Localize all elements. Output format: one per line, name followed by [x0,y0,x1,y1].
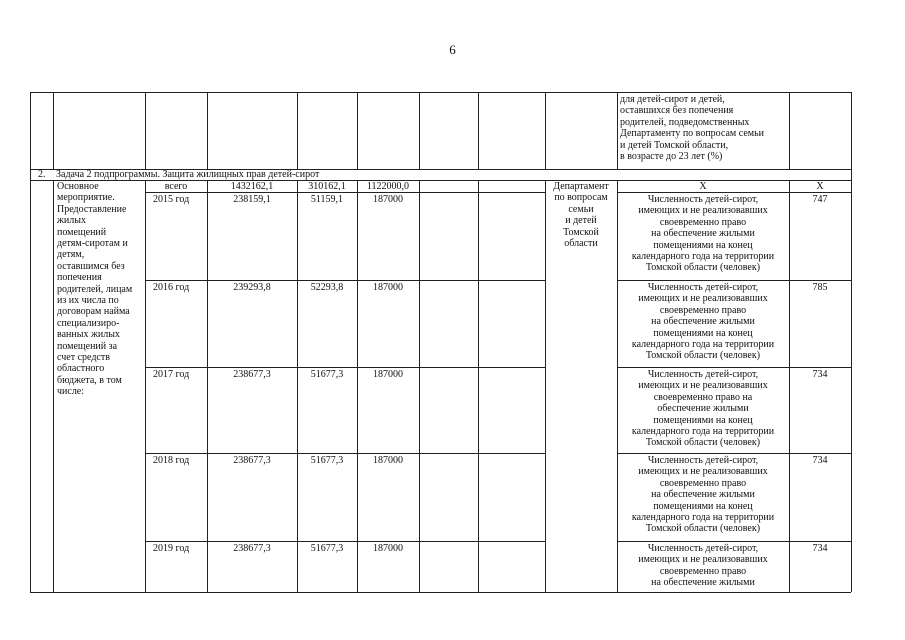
activity-description-line: договорам найма [57,306,130,318]
column-border [617,92,618,169]
year-indicator-line: на обеспечение жилыми [651,489,755,501]
year-indicator-line: своевременно право [659,477,747,489]
table-top-border [30,92,851,93]
table-bottom-border [30,592,851,593]
activity-description-line: жилых [57,215,86,227]
activity-description-line: областного [57,363,105,375]
column-border [851,180,852,592]
top-indicator-line: для детей-сирот и детей, [620,94,725,105]
task-number: 2. [38,169,46,180]
task-title: Задача 2 подпрограммы. Защита жилищных прав детей-сирот [56,169,320,180]
year-indicator-line: календарного года на территории [631,251,775,262]
total-indicator: X [699,181,707,192]
year-label: 2017 год [153,369,190,380]
column-border [30,169,31,180]
year-indicator-line: Численность детей-сирот, [647,282,759,293]
column-border [297,92,298,169]
year-indicator-line: календарного года на территории [631,426,775,437]
year-label: 2018 год [153,455,190,466]
column-border [53,180,54,592]
year-indicator-line: своевременно право [659,216,747,228]
year-indicator-line: Томской области (человек) [645,437,761,449]
year-indicator-line: Численность детей-сирот, [647,194,759,205]
year-indicator-line: Численность детей-сирот, [647,455,759,466]
top-indicator-line: родителей, подведомственных [620,116,750,128]
year-v2: 51677,3 [310,455,344,466]
column-border [297,180,298,592]
year-indicator-line: имеющих и не реализовавших [638,554,768,566]
year-v3: 187000 [373,455,403,466]
year-indicator-line: Томской области (человек) [645,262,761,274]
year-v1: 238159,1 [233,194,271,205]
year-row-border [145,280,545,281]
year-row-border-right [617,280,851,281]
column-border [53,92,54,169]
year-indicator-line: Томской области (человек) [645,350,761,362]
activity-description-line: из их числа по [57,295,119,306]
year-v1: 238677,3 [233,543,271,554]
year-indicator-line: помещениями на конец [653,239,753,251]
year-value: 734 [812,543,828,554]
column-border [30,180,31,592]
column-border [419,180,420,592]
year-v2: 51677,3 [310,369,344,380]
year-indicator-line: на обеспечение жилыми [651,228,755,240]
year-v1: 239293,8 [233,282,271,293]
column-border [357,180,358,592]
year-value: 747 [812,194,828,205]
activity-description-line: помещений [57,226,107,238]
year-indicator-line: имеющих и не реализовавших [638,293,768,305]
column-border [545,92,546,169]
year-v2: 52293,8 [310,282,344,293]
year-value: 785 [812,282,828,293]
year-v1: 238677,3 [233,455,271,466]
year-v3: 187000 [373,282,403,293]
activity-description-line: детям-сиротам и [57,238,128,249]
year-row-border [145,453,545,454]
total-v3: 1122000,0 [366,181,410,192]
column-border [478,180,479,592]
column-border [145,92,146,169]
activity-description-line: счет средств [57,352,110,363]
year-indicator-line: имеющих и не реализовавших [638,466,768,478]
year-row-border-right [617,453,851,454]
year-row-border-right [617,367,851,368]
page-number: 6 [449,42,456,57]
year-v1: 238677,3 [233,369,271,380]
column-border [145,180,146,592]
year-label: 2016 год [153,282,190,293]
year-indicator-line: имеющих и не реализовавших [638,205,768,217]
year-indicator-line: календарного года на территории [631,512,775,523]
year-indicator-line: помещениями на конец [653,414,753,426]
year-indicator-line: Численность детей-сирот, [647,369,759,380]
activity-description-line: бюджета, в том [57,374,122,386]
activity-description-line: специализиро- [57,317,120,329]
year-indicator-line: помещениями на конец [653,500,753,512]
year-v3: 187000 [373,543,403,554]
total-value: X [816,181,824,192]
activity-description-line: мероприятие. [57,192,115,204]
year-indicator-line: помещениями на конец [653,327,753,339]
activity-description-line: Предоставление [57,203,127,215]
year-indicator-line: Численность детей-сирот, [647,543,759,554]
column-border [851,169,852,180]
top-indicator-line: Департаменту по вопросам семьи [620,128,764,140]
activity-description-line: попечения [57,272,102,284]
year-indicator-line: обеспечение жилыми [657,403,749,415]
column-border [478,92,479,169]
year-indicator-line: календарного года на территории [631,339,775,350]
year-v3: 187000 [373,194,403,205]
executor-line: по вопросам [554,192,608,204]
total-v2: 310162,1 [308,181,346,192]
total-label: всего [164,181,188,192]
column-border [207,92,208,169]
activity-description-line: оставшимся без [57,260,125,272]
executor-line: семьи [568,203,594,215]
year-row-border-right [617,541,851,542]
activity-description-line: помещений за [57,340,118,352]
column-border [357,92,358,169]
column-border [207,180,208,592]
year-indicator-line: своевременно право [659,304,747,316]
year-indicator-line: на обеспечение жилыми [651,316,755,328]
year-value: 734 [812,455,828,466]
top-indicator-line: в возрасте до 23 лет (%) [620,151,723,162]
year-v2: 51677,3 [310,543,344,554]
year-indicator-line: на обеспечение жилыми [651,577,755,589]
executor-line: Департамент [553,181,609,192]
year-indicator-line: своевременно право [659,565,747,577]
year-row-border [145,541,545,542]
activity-description-line: ванных жилых [57,329,120,341]
year-label: 2015 год [153,194,190,205]
activity-description-line: числе: [57,386,85,398]
activity-description-line: родителей, лицам [57,283,133,295]
executor-line: и детей [565,215,597,227]
year-indicator-line: Томской области (человек) [645,523,761,535]
top-indicator-line: и детей Томской области, [620,139,729,151]
year-label: 2019 год [153,543,190,554]
year-row-border [145,367,545,368]
column-border [30,92,31,169]
column-border [419,92,420,169]
year-indicator-line: своевременно право на [653,391,753,403]
year-v3: 187000 [373,369,403,380]
year-value: 734 [812,369,828,380]
total-v1: 1432162,1 [230,181,274,192]
activity-description-line: детям, [57,249,85,261]
activity-description-line: Основное [57,181,99,192]
year-v2: 51159,1 [310,194,344,205]
executor-line: Томской [563,226,599,238]
executor-line: области [564,238,598,249]
top-indicator-line: оставшихся без попечения [620,105,734,117]
year-indicator-line: имеющих и не реализовавших [638,380,768,392]
column-border [789,180,790,592]
column-border [851,92,852,169]
